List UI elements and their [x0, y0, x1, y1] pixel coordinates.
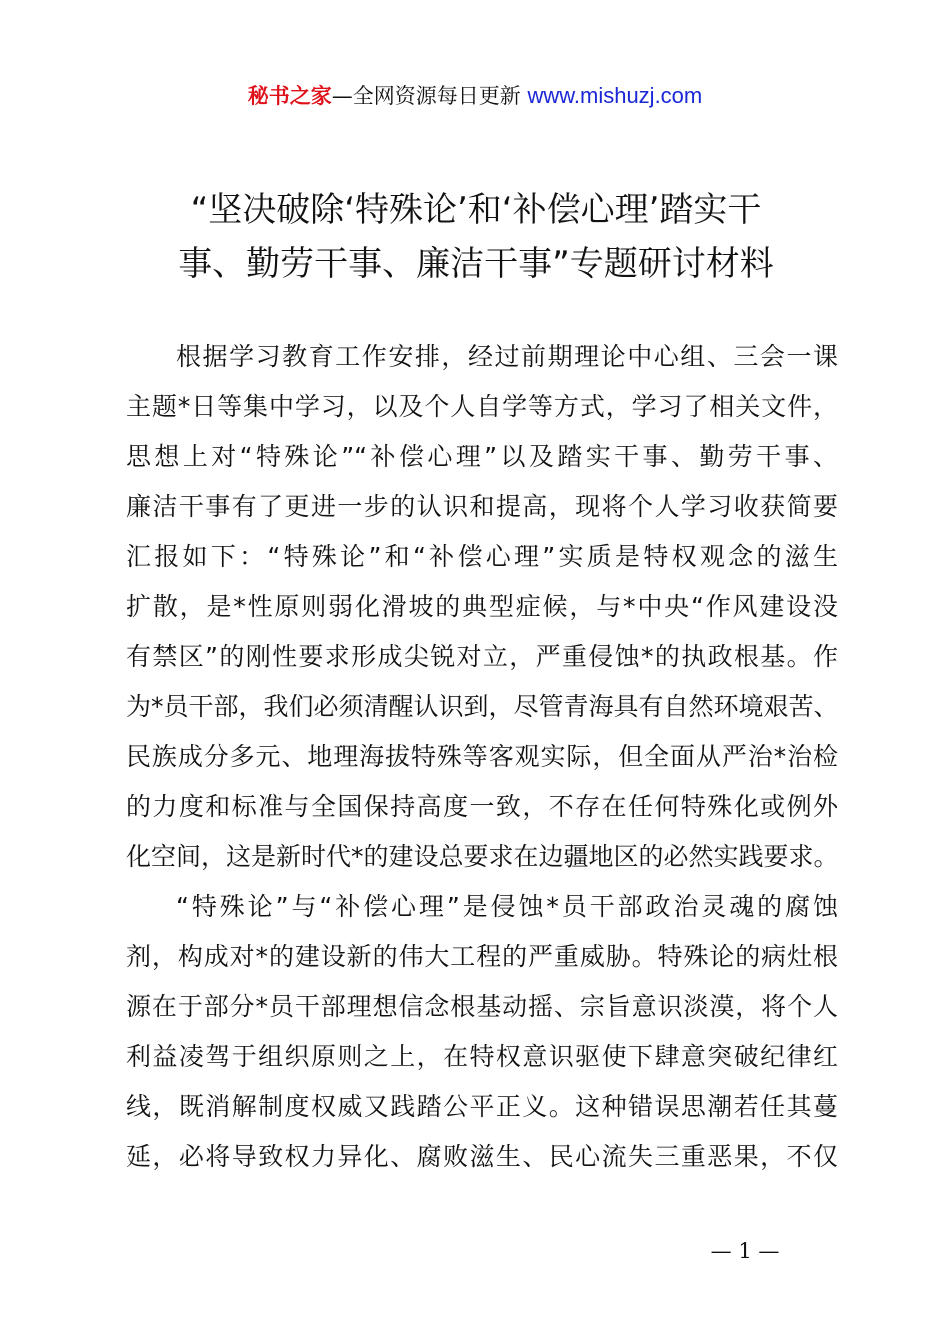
site-header [0, 80, 950, 112]
document-title [120, 183, 832, 291]
text-line: 汇报如下：“特殊论”和“补偿心理”实质是特权观念的滋生 [126, 542, 838, 571]
site-url-link[interactable]: www.mishuzj.com [527, 83, 703, 108]
text-line: 根据学习教育工作安排，经过前期理论中心组、三会一课 [176, 342, 838, 371]
text-line: 主题*日等集中学习，以及个人自学等方式，学习了相关文件， [126, 392, 838, 421]
site-tagline: —全网资源每日更新 [331, 84, 521, 108]
paragraph [126, 888, 838, 1188]
text-line: 线，既消解制度权威又践踏公平正义。这种错误思潮若任其蔓 [126, 1092, 838, 1121]
text-line: 利益凌驾于组织原则之上，在特权意识驱使下肆意突破纪律红 [126, 1042, 838, 1071]
title-line: 事、勤劳干事、廉洁干事”专题研讨材料 [178, 244, 774, 284]
text-line: 扩散，是*性原则弱化滑坡的典型症候，与*中央“作风建设没 [126, 592, 838, 621]
text-line: 化空间，这是新时代*的建设总要求在边疆地区的必然实践要求。 [126, 842, 839, 871]
text-line: 剂，构成对*的建设新的伟大工程的严重威胁。特殊论的病灶根 [126, 942, 838, 971]
text-line: 延，必将导致权力异化、腐败滋生、民心流失三重恶果，不仅 [126, 1142, 838, 1171]
paragraph [126, 338, 838, 888]
document-body [126, 338, 838, 1188]
title-line: “坚决破除‘特殊论’和‘补偿心理’踏实干 [190, 190, 762, 230]
site-brand: 秘书之家 [247, 84, 332, 108]
text-line: “特殊论”与“补偿心理”是侵蚀*员干部政治灵魂的腐蚀 [176, 892, 838, 921]
text-line: 民族成分多元、地理海拔特殊等客观实际，但全面从严治*治检 [126, 742, 838, 771]
text-line: 思想上对“特殊论”“补偿心理”以及踏实干事、勤劳干事、 [126, 442, 838, 471]
text-line: 有禁区”的刚性要求形成尖锐对立，严重侵蚀*的执政根基。作 [126, 642, 838, 671]
page-number: — 1 — [710, 1239, 780, 1263]
text-line: 的力度和标准与全国保持高度一致，不存在任何特殊化或例外 [126, 792, 838, 821]
text-line: 廉洁干事有了更进一步的认识和提高，现将个人学习收获简要 [126, 492, 838, 521]
text-line: 为*员干部，我们必须清醒认识到，尽管青海具有自然环境艰苦、 [126, 692, 839, 721]
text-line: 源在于部分*员干部理想信念根基动摇、宗旨意识淡漠，将个人 [126, 992, 838, 1021]
